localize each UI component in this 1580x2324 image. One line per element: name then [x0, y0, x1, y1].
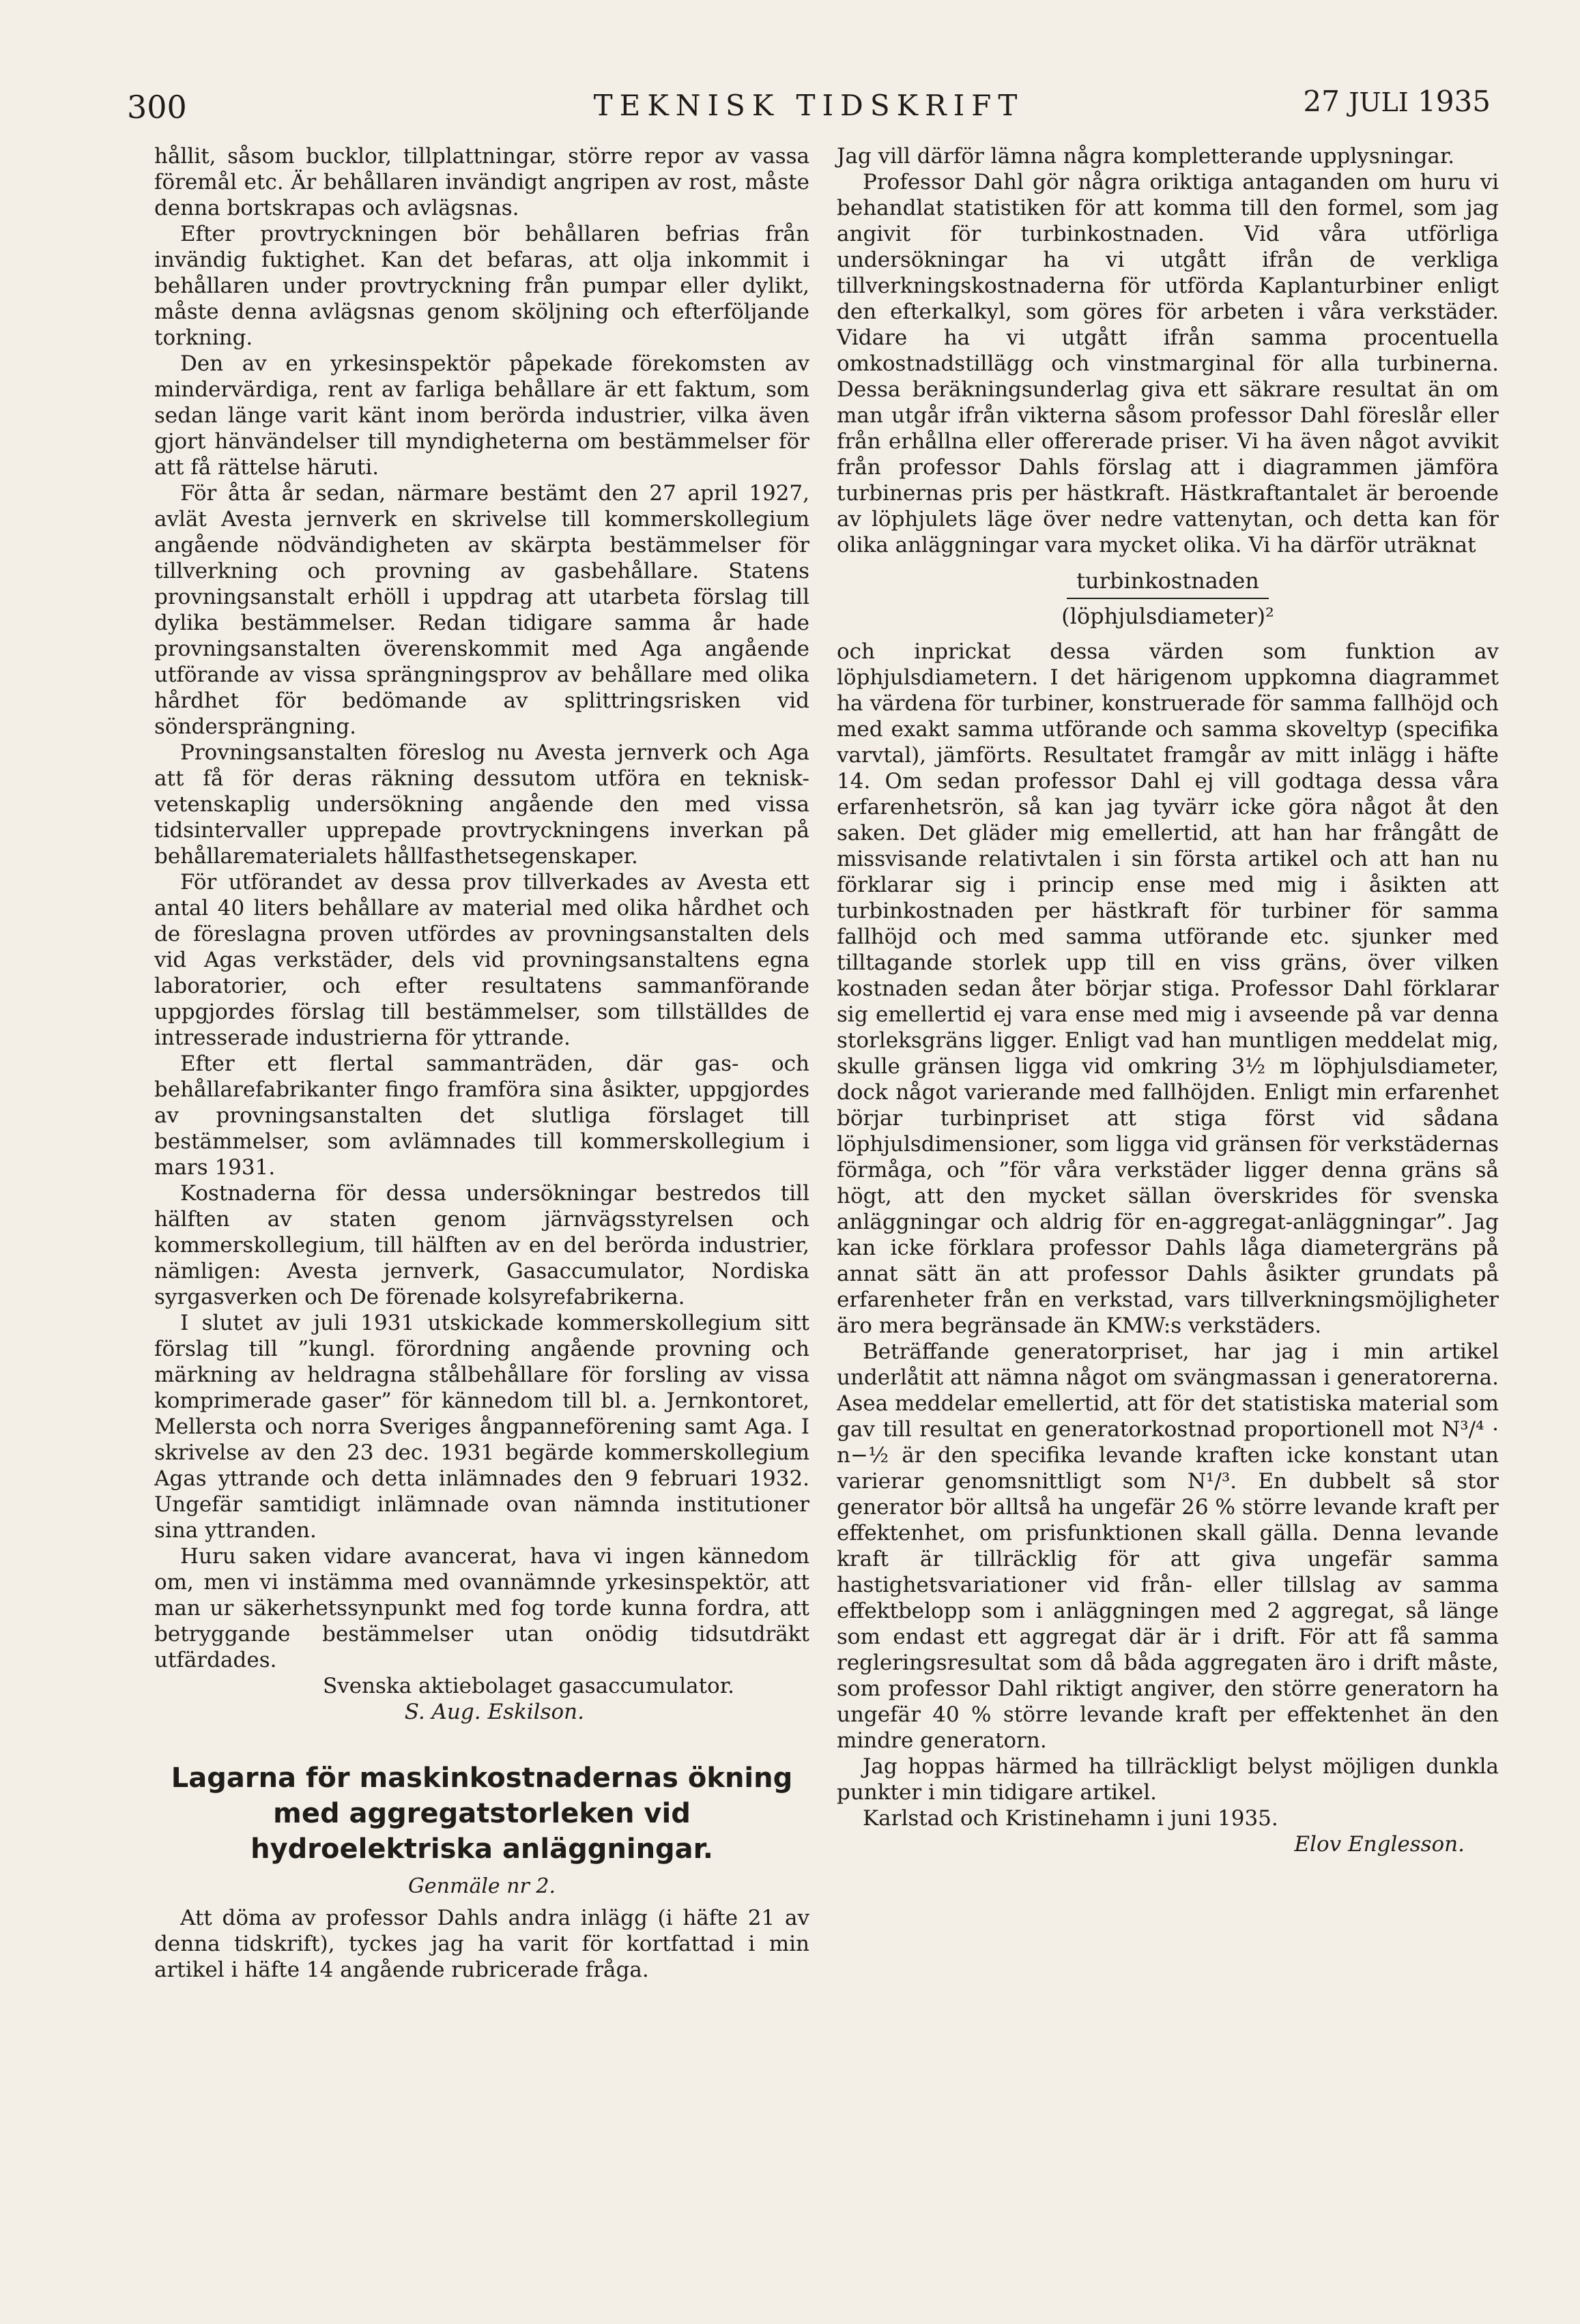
page-number: 300 [127, 89, 187, 126]
right-column [837, 143, 1499, 1857]
paragraph: För åtta år sedan, närmare bestämt den 27 april 1927, avlät Avesta jernverk en skrivelse till kommerskollegium angående nödvändigheten av skärpta bestämmelser för tillverkning och provning av gasbehållare. Statens provningsanstalt erhöll i uppdrag att utarbeta förslag till dylika bestämmelser. Redan tidigare samma år hade provningsanstalten överenskommit med Aga angående utförande av vissa sprängningsprov av behållare med olika hårdhet för bedömande av splittringsrisken vid söndersprängning. [154, 481, 809, 739]
article-title: Lagarna för maskinkostnadernas ökning med aggregatstorleken vid hydroelektriska anläggningar. [171, 1762, 793, 1865]
paragraph: Efter ett flertal sammanträden, där gas- och behållarefabrikanter fingo framföra sina åsikter, uppgjordes av provningsanstalten det slutliga förslaget till bestämmelser, som avlämnades till kommerskollegium i mars 1931. [154, 1051, 809, 1180]
page-header [127, 81, 1491, 128]
paragraph: och inprickat dessa värden som funktion av löphjulsdiametern. I det härigenom uppkomna diagrammet ha värdena för turbiner, konstruerade för samma fallhöjd och med exakt samma utförande och samma skoveltyp (specifika varvtal), jämförts. Resultatet framgår av mitt inlägg i häfte 14. Om sedan professor Dahl ej vill godtaga dessa våra erfarenhetsrön, så kan jag tyvärr icke göra något åt den saken. Det gläder mig emellertid, att han har frångått de missvisande relativtalen i sin första artikel och att han nu förklarar sig i princip ense med mig i åsikten att turbinkostnaden per hästkraft för turbiner för samma fallhöjd och med samma utförande etc. sjunker med tilltagande storlek upp till en viss gräns, över vilken kostnaden sedan åter börjar stiga. Professor Dahl förklarar sig emellertid ej vara ense med mig i avseende på var denna storleksgräns ligger. Enligt vad han muntligen meddelat mig, skulle gränsen ligga vid omkring 3½ m löphjulsdiameter, dock något varierande med fallhöjden. Enligt min erfarenhet börjar turbinpriset att stiga först vid sådana löphjulsdimensioner, som ligga vid gränsen för verkstädernas förmåga, och ”för våra verkstäder ligger denna gräns så högt, att den mycket sällan överskrides för svenska anläggningar och aldrig för en-aggregat-anläggningar”. Jag kan icke förklara professor Dahls låga diametergräns på annat sätt än att professor Dahls åsikter grundats på erfarenheter från en verkstad, vars tillverkningsmöjligheter äro mera begränsade än KMW:s verkstäders. [837, 639, 1499, 1338]
formula-numerator: turbinkostnaden [1067, 568, 1269, 599]
issue-date-day: 27 [1303, 85, 1340, 118]
author-name: Elov Englesson. [1294, 1832, 1465, 1857]
closing-place-date: Karlstad och Kristinehamn i juni 1935. [863, 1806, 1278, 1831]
paragraph: Huru saken vidare avancerat, hava vi ingen kännedom om, men vi instämma med ovannämnde yrkesinspektör, att man ur säkerhetssynpunkt med fog torde kunna fordra, att betryggande bestämmelser utan onödig tidsutdräkt utfärdades. [154, 1544, 809, 1672]
paragraph: Beträffande generatorpriset, har jag i min artikel underlåtit att nämna något om svängmassan i generatorerna. Asea meddelar emellertid, att för det statistiska material som gav till resultat en generatorkostnad proportionell mot N³/⁴ · n−½ är den specifika levande kraften icke konstant utan varierar genomsnittligt som N¹/³. En dubbelt så stor generator bör alltså ha ungefär 26 % större levande kraft per effektenhet, om prisfunktionen skall gälla. Denna levande kraft är tillräcklig för att giva ungefär samma hastighetsvariationer vid från- eller tillslag av samma effektbelopp som i anläggningen med 2 aggregat, så länge som endast ett aggregat där är i drift. För att få samma regleringsresultat som då båda aggregaten äro i drift måste, som professor Dahl riktigt angiver, den större generatorn ha ungefär 40 % större levande kraft per effektenhet än den mindre generatorn. [837, 1339, 1499, 1753]
paragraph: Jag hoppas härmed ha tillräckligt belyst möjligen dunkla punkter i min tidigare artikel. [837, 1754, 1499, 1805]
paragraph: För utförandet av dessa prov tillverkades av Avesta ett antal 40 liters behållare av material med olika hårdhet och de föreslagna proven utfördes av provningsanstalten dels vid Agas verkstäder, dels vid provningsanstaltens egna laboratorier, och efter resultatens sammanförande uppgjordes förslag till bestämmelser, som tillställdes de intresserade industrierna för yttrande. [154, 870, 809, 1050]
article-closing [837, 1805, 1499, 1857]
article-opening: Att döma av professor Dahls andra inlägg (i häfte 21 av denna tidskrift), tyckes jag ha varit för kortfattad i min artikel i häfte 14 angående rubricerade fråga. [154, 1906, 809, 1982]
paragraph: Provningsanstalten föreslog nu Avesta jernverk och Aga att få för deras räkning dessutom utföra en teknisk-vetenskaplig undersökning angående den med vissa tidsintervaller upprepade provtryckningens inverkan på behållarematerialets hållfasthetsegenskaper. [154, 740, 809, 869]
issue-date-year: 1935 [1418, 85, 1491, 118]
paragraph: Efter provtryckningen bör behållaren befrias från invändig fuktighet. Kan det befaras, att olja inkommit i behållaren under provtryckning från pumpar eller dylikt, måste denna avlägsnas genom sköljning och efterföljande torkning. [154, 222, 809, 350]
paragraph: hållit, såsom bucklor, tillplattningar, större repor av vassa föremål etc. Är behållaren invändigt angripen av rost, måste denna bortskrapas och avlägsnas. [154, 144, 809, 220]
formula-denominator: (löphjulsdiameter)² [1061, 603, 1274, 629]
issue-date [1303, 85, 1491, 118]
letter-signature [154, 1673, 809, 1725]
paragraph: I slutet av juli 1931 utskickade kommerskollegium sitt förslag till ”kungl. förordning angående provning och märkning av heldragna stålbehållare för forsling av vissa komprimerade gaser” för kännedom till bl. a. Jernkontoret, Mellersta och norra Sveriges ångpanneförening samt Aga. I skrivelse av den 23 dec. 1931 begärde kommerskollegium Agas yttrande och detta inlämnades den 9 februari 1932. Ungefär samtidigt inlämnade ovan nämnda institutioner sina yttranden. [154, 1311, 809, 1543]
signature-organization: Svenska aktiebolaget gasaccumulator. [322, 1674, 734, 1698]
left-column [154, 143, 809, 1983]
cost-formula [837, 568, 1499, 629]
issue-date-month: JULI [1349, 87, 1409, 117]
signature-name: S. Aug. Eskilson. [404, 1700, 584, 1724]
paragraph: Den av en yrkesinspektör påpekade förekomsten av mindervärdiga, rent av farliga behållare är ett faktum, som sedan länge varit känt inom berörda industrier, vilka även gjort hänvändelser till myndigheterna om bestämmelser för att få rättelse häruti. [154, 351, 809, 480]
paragraph: Professor Dahl gör några oriktiga antaganden om huru vi behandlat statistiken för att komma till den formel, som jag angivit för turbinkostnaden. Vid våra utförliga undersökningar ha vi utgått ifrån de verkliga tillverkningskostnaderna för utförda Kaplanturbiner enligt den efterkalkyl, som göres för arbeten i våra verkstäder. Vidare ha vi utgått ifrån samma procentuella omkostnadstillägg och vinstmarginal för alla turbinerna. Dessa beräkningsunderlag giva ett säkrare resultat än om man utgår ifrån vikterna såsom professor Dahl föreslår eller från erhållna eller offererade priser. Vi ha även något avvikit från professor Dahls förslag att i diagrammen jämföra turbinernas pris per hästkraft. Hästkraftantalet är beroende av löphjulets läge över nedre vattenytan, och detta kan för olika anläggningar vara mycket olika. Vi ha därför uträknat [837, 170, 1499, 557]
article-subtitle: Genmäle nr 2. [407, 1874, 556, 1898]
journal-title: TEKNISK TIDSKRIFT [593, 89, 1024, 122]
paragraph: Jag vill därför lämna några kompletterande upplysningar. [837, 144, 1455, 169]
paragraph: Kostnaderna för dessa undersökningar bestredos till hälften av staten genom järnvägsstyrelsen och kommerskollegium, till hälften av en del berörda industrier, nämligen: Avesta jernverk, Gasaccumulator, Nordiska syrgasverken och De förenade kolsyrefabrikerna. [154, 1181, 809, 1309]
